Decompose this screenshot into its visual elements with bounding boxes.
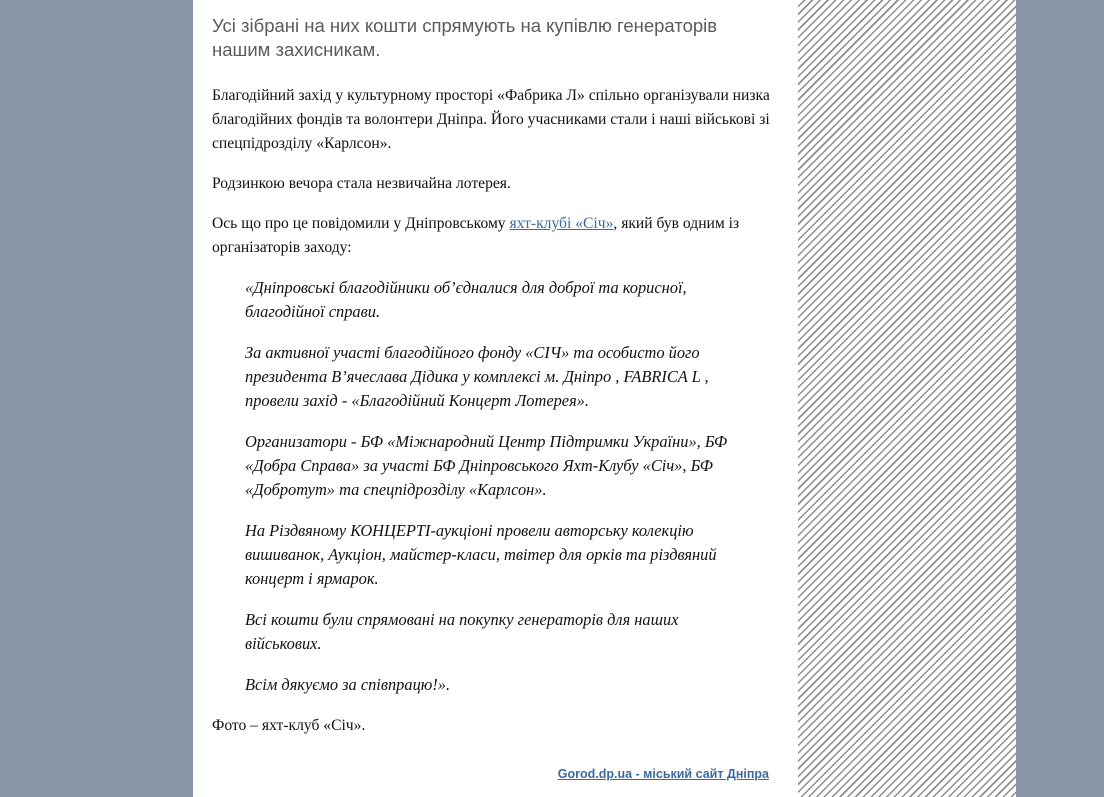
quote-paragraph: Всі кошти були спрямовані на покупку генераторів для наших військових.	[245, 610, 679, 653]
article-content	[193, 0, 798, 797]
photo-credit: Фото – яхт-клуб «Січ».	[212, 717, 366, 734]
article-paragraph-lottery: Родзинкою вечора стала незвичайна лотерея.	[212, 175, 511, 192]
yacht-club-link[interactable]: яхт-клубі «Січ»	[509, 215, 614, 232]
article-paragraph-source	[212, 212, 779, 260]
article-lead: Усі зібрані на них кошти спрямують на купівлю генераторів нашим захисникам.	[212, 15, 718, 60]
blockquote	[245, 276, 750, 697]
quote-paragraph: На Різдвяному КОНЦЕРТІ-аукціоні провели авторську колекцію вишиванок, Аукціон, майстер-класи, твітер для орків та різдвяний концерт і ярмарок.	[245, 521, 717, 588]
source-text-before: Ось що про це повідомили у Дніпровському	[212, 215, 510, 232]
article-paragraph-intro: Благодійний захід у культурному просторі «Фабрика Л» спільно організували низка благодійних фондів та волонтери Дніпра. Його учасниками стали і наші військові зі спецпідрозділу «Карлсон».	[212, 87, 770, 152]
striped-sidebar	[798, 0, 1016, 797]
source-text-after: , який був одним із організаторів заходу:	[212, 215, 740, 256]
source-site-link[interactable]: Gorod.dp.ua - міський сайт Дніпра	[557, 767, 769, 781]
quote-paragraph: Всім дякуємо за співпрацю!».	[245, 675, 451, 694]
quote-paragraph: За активної участі благодійного фонду «СІЧ» та особисто його президента В’ячеслава Дідика у комплексі м. Дніпро , FABRICA L , провели захід - «Благодійний Концерт Лотерея».	[245, 343, 709, 410]
quote-paragraph: «Дніпровські благодійники об’єдналися для доброї та корисної, благодійної справи.	[245, 278, 687, 321]
quote-paragraph: Организатори - БФ «Міжнародний Центр Підтримки України», БФ «Добра Справа» за участі БФ Дніпровського Яхт-Клубу «Січ», БФ «Добротут» та спецпідрозділу «Карлсон».	[245, 432, 728, 499]
